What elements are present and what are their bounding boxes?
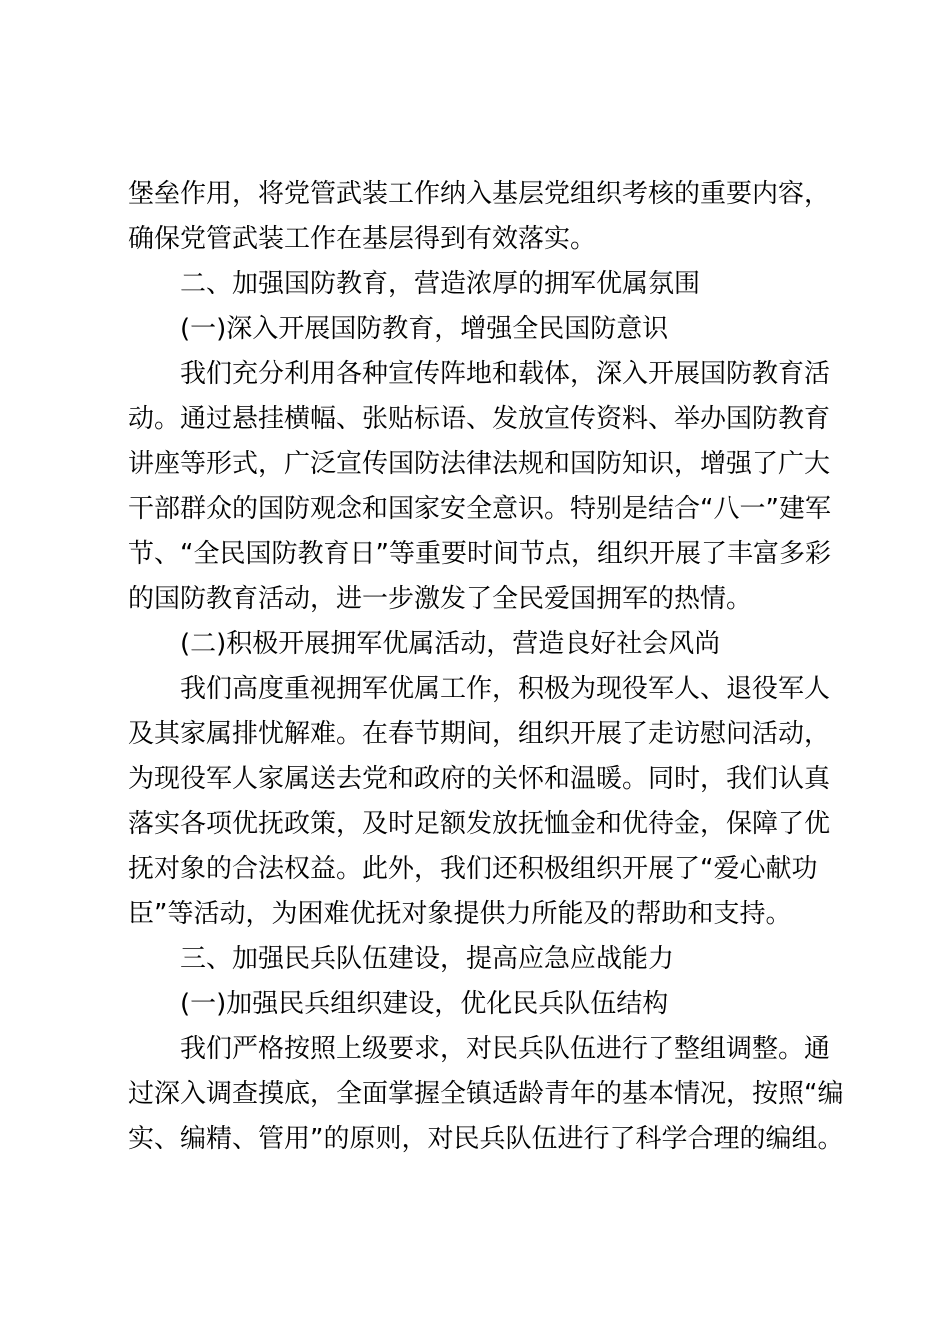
section-heading: 二、加强国防教育，营造浓厚的拥军优属氛围 [180, 269, 701, 299]
section-heading: 三、加强民兵队伍建设，提高应急应战能力 [180, 944, 675, 974]
text-line: 我们严格按照上级要求，对民兵队伍进行了整组调整。通 [180, 1034, 831, 1064]
text-line: 臣”等活动，为困难优抚对象提供力所能及的帮助和支持。 [128, 899, 792, 929]
subsection-heading: (一)加强民兵组织建设，优化民兵队伍结构 [180, 989, 669, 1019]
text-line: 实、编精、管用”的原则，对民兵队伍进行了科学合理的编组。 [128, 1124, 844, 1154]
text-line: 干部群众的国防观念和国家安全意识。特别是结合“八一”建军 [128, 494, 831, 524]
text-line: 节、“全民国防教育日”等重要时间节点，组织开展了丰富多彩 [128, 539, 831, 569]
subsection-heading: (二)积极开展拥军优属活动，营造良好社会风尚 [180, 629, 721, 659]
text-line: 动。通过悬挂横幅、张贴标语、发放宣传资料、举办国防教育 [128, 404, 831, 434]
text-line: 确保党管武装工作在基层得到有效落实。 [128, 224, 597, 254]
document-body [128, 172, 844, 1162]
text-line: 为现役军人家属送去党和政府的关怀和温暖。同时，我们认真 [128, 764, 831, 794]
text-line: 抚对象的合法权益。此外，我们还积极组织开展了“爱心献功 [128, 854, 818, 884]
text-line: 过深入调查摸底，全面掌握全镇适龄青年的基本情况，按照“编 [128, 1079, 844, 1109]
text-line: 及其家属排忧解难。在春节期间，组织开展了走访慰问活动， [128, 719, 831, 749]
text-line: 我们充分利用各种宣传阵地和载体，深入开展国防教育活 [180, 359, 831, 389]
text-line: 我们高度重视拥军优属工作，积极为现役军人、退役军人 [180, 674, 831, 704]
text-line: 落实各项优抚政策，及时足额发放抚恤金和优待金，保障了优 [128, 809, 831, 839]
text-line: 的国防教育活动，进一步激发了全民爱国拥军的热情。 [128, 584, 753, 614]
text-line: 堡垒作用，将党管武装工作纳入基层党组织考核的重要内容， [128, 179, 831, 209]
subsection-heading: (一)深入开展国防教育，增强全民国防意识 [180, 314, 669, 344]
text-line: 讲座等形式，广泛宣传国防法律法规和国防知识，增强了广大 [128, 449, 831, 479]
